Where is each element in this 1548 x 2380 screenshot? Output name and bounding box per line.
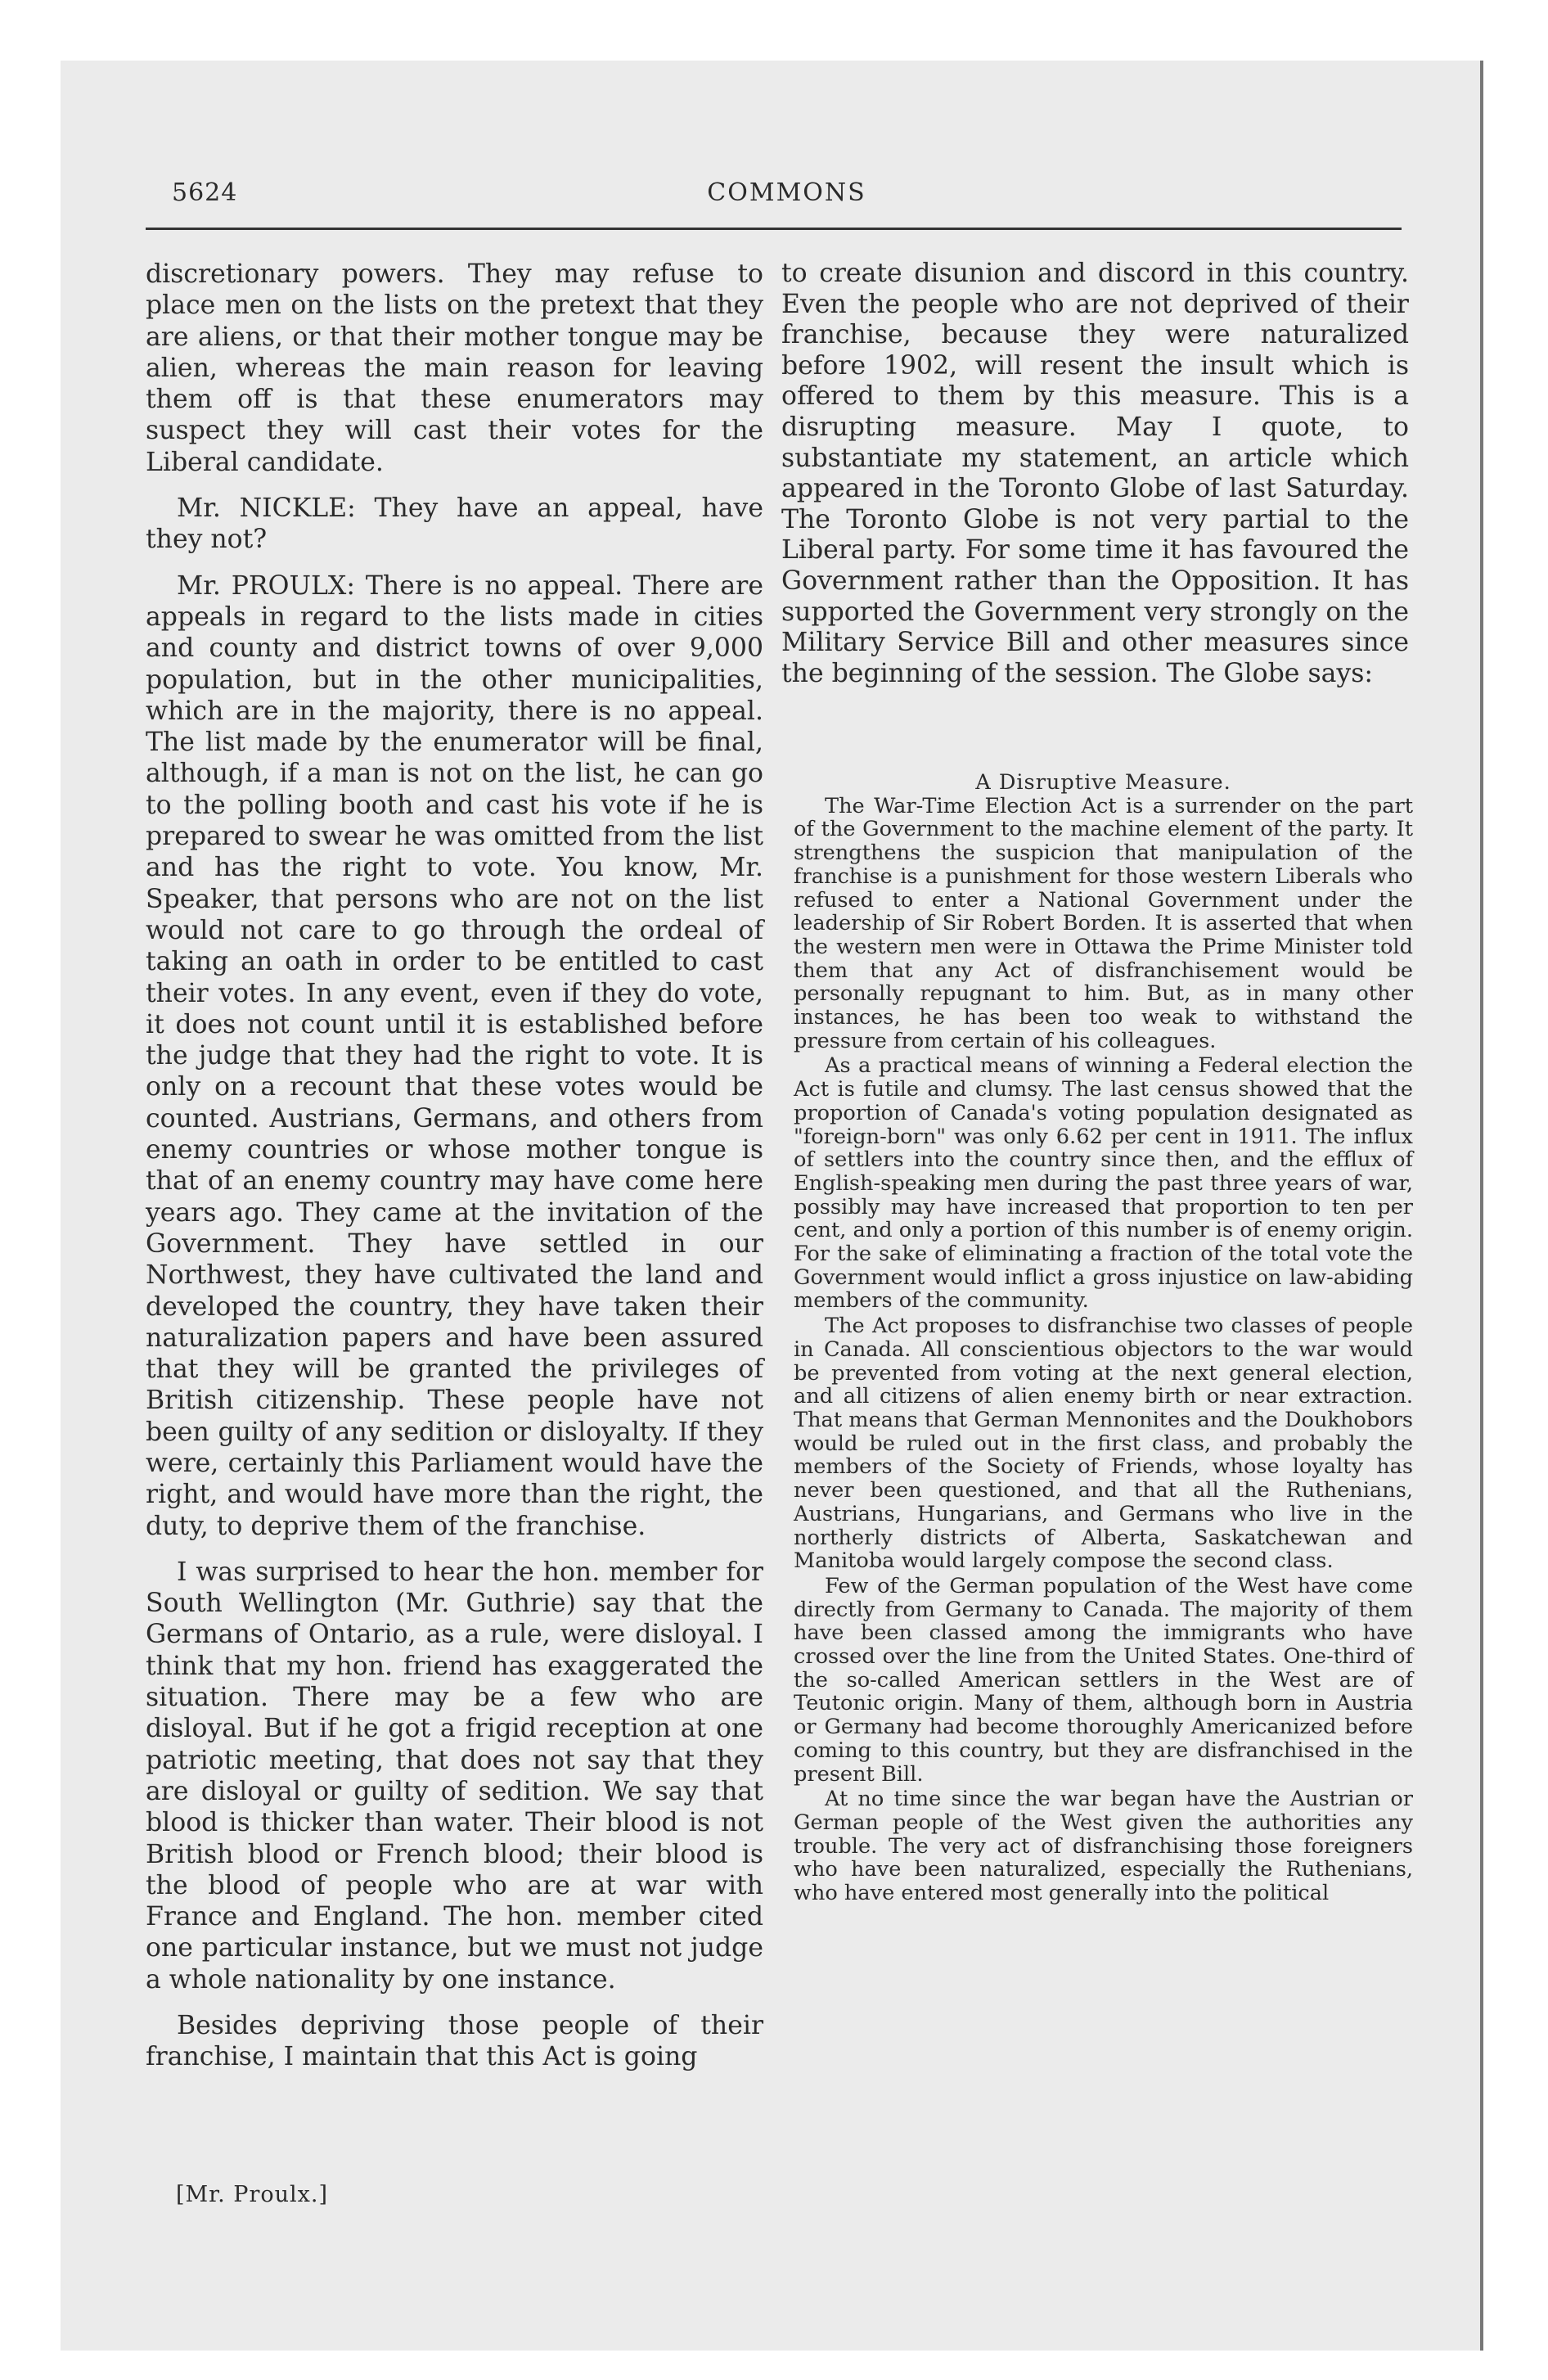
quote-paragraph: The Act proposes to disfranchise two classes of people in Canada. All conscientious objectors to the war would be prevented from voting at the next general election, and all citizens of alien enemy birth or near extraction. That means that German Mennonites and the Doukhobors would be ruled out in the first class, and probably the members of the Society of Friends, whose loyalty has never been questioned, and that all the Ruthenians, Austrians, Hungarians, and Germans who live in the northerly districts of Alberta, Saskatchewan and Manitoba would largely compose the second class. [794, 1314, 1413, 1574]
page-header [172, 178, 1402, 214]
right-column [781, 259, 1409, 689]
quote-paragraph: The War-Time Election Act is a surrender on the part of the Government to the machine element of the party. It strengthens the suspicion that manipulation of the franchise is a punishment for those western Liberals who refused to enter a National Government under the leadership of Sir Robert Borden. It is asserted that when the western men were in Ottawa the Prime Minister told them that any Act of disfranchisement would be personally repugnant to him. But, as in many other instances, he has been too weak to withstand the pressure from certain of his colleagues. [794, 793, 1413, 1053]
quote-heading: A Disruptive Measure. [975, 770, 1231, 795]
left-column [146, 259, 763, 2073]
newspaper-quote [794, 771, 1413, 1905]
paragraph: Mr. NICKLE: They have an appeal, have they not? [146, 494, 763, 555]
paragraph: discretionary powers. They may refuse to place men on the lists on the pretext that they are aliens, or that their mother tongue may be alien, whereas the main reason for leaving them off is that these enumerators may suspect they will cast their votes for the Liberal candidate. [146, 259, 763, 477]
quote-paragraph: Few of the German population of the West have come directly from Germany to Canada. The majority of them have been classed among the immigrants who have crossed over the line from the United States. One-third of the so-called American settlers in the West are of Teutonic origin. Many of them, although born in Austria or Germany had become thoroughly Americanized before coming to this country, but they are disfranchised in the present Bill. [794, 1573, 1413, 1787]
page-title: COMMONS [707, 178, 866, 207]
header-rule [146, 228, 1402, 230]
paragraph: to create disunion and discord in this country. Even the people who are not deprived of their franchise, because they were naturalized before 1902, will resent the insult which is offered to them by this measure. This is a disrupting measure. May I quote, to substantiate my statement, an article which appeared in the Toronto Globe of last Saturday. The Toronto Globe is not very partial to the Liberal party. For some time it has favoured the Government rather than the Opposition. It has supported the Government very strongly on the Military Service Bill and other measures since the beginning of the session. The Globe says: [781, 259, 1409, 688]
speaker-footer: [Mr. Proulx.] [176, 2182, 328, 2207]
paragraph: Mr. PROULX: There is no appeal. There are appeals in regard to the lists made in cities and county and district towns of over 9,000 population, but in the other municipalities, which are in the majority, there is no appeal. The list made by the enumerator will be final, although, if a man is not on the list, he can go to the polling booth and cast his vote if he is prepared to swear he was omitted from the list and has the right to vote. You know, Mr. Speaker, that persons who are not on the list would not care to go through the ordeal of taking an oath in order to be entitled to cast their votes. In any event, even if they do vote, it does not count until it is established before the judge that they had the right to vote. It is only on a recount that these votes would be counted. Austrians, Germans, and others from enemy countries or whose mother tongue is that of an enemy country may have come here years ago. They came at the invitation of the Government. They have settled in our Northwest, they have cultivated the land and developed the country, they have taken their naturalization papers and have been assured that they will be granted the privileges of British citizenship. These people have not been guilty of any sedition or disloyalty. If they were, certainly this Parliament would have the right, and would have more than the right, the duty, to deprive them of the franchise. [146, 570, 763, 1541]
quote-paragraph: As a practical means of winning a Federal election the Act is futile and clumsy. The last census showed that the proportion of Canada's voting population designated as "foreign-born" was only 6.62 per cent in 1911. The influx of settlers into the country since then, and the efflux of English-speaking men during the past three years of war, possibly may have increased that proportion to ten per cent, and only a portion of this number is of enemy origin. For the sake of eliminating a fraction of the total vote the Government would inflict a gross injustice on law-abiding members of the community. [794, 1053, 1413, 1314]
page-number: 5624 [172, 178, 238, 207]
paragraph: I was surprised to hear the hon. member for South Wellington (Mr. Guthrie) say that the Germans of Ontario, as a rule, were disloyal. I think that my hon. friend has exaggerated the situation. There may be a few who are disloyal. But if he got a frigid reception at one patriotic meeting, that does not say that they are disloyal or guilty of sedition. We say that blood is thicker than water. Their blood is not British blood or French blood; their blood is the blood of people who are at war with France and England. The hon. member cited one particular instance, but we must not judge a whole nationality by one instance. [146, 1557, 763, 1995]
quote-paragraph: At no time since the war began have the Austrian or German people of the West given the authorities any trouble. The very act of disfranchising those foreigners who have been naturalized, especially the Ruthenians, who have entered most generally into the political [794, 1787, 1413, 1906]
paragraph: Besides depriving those people of their franchise, I maintain that this Act is going [146, 2011, 763, 2072]
